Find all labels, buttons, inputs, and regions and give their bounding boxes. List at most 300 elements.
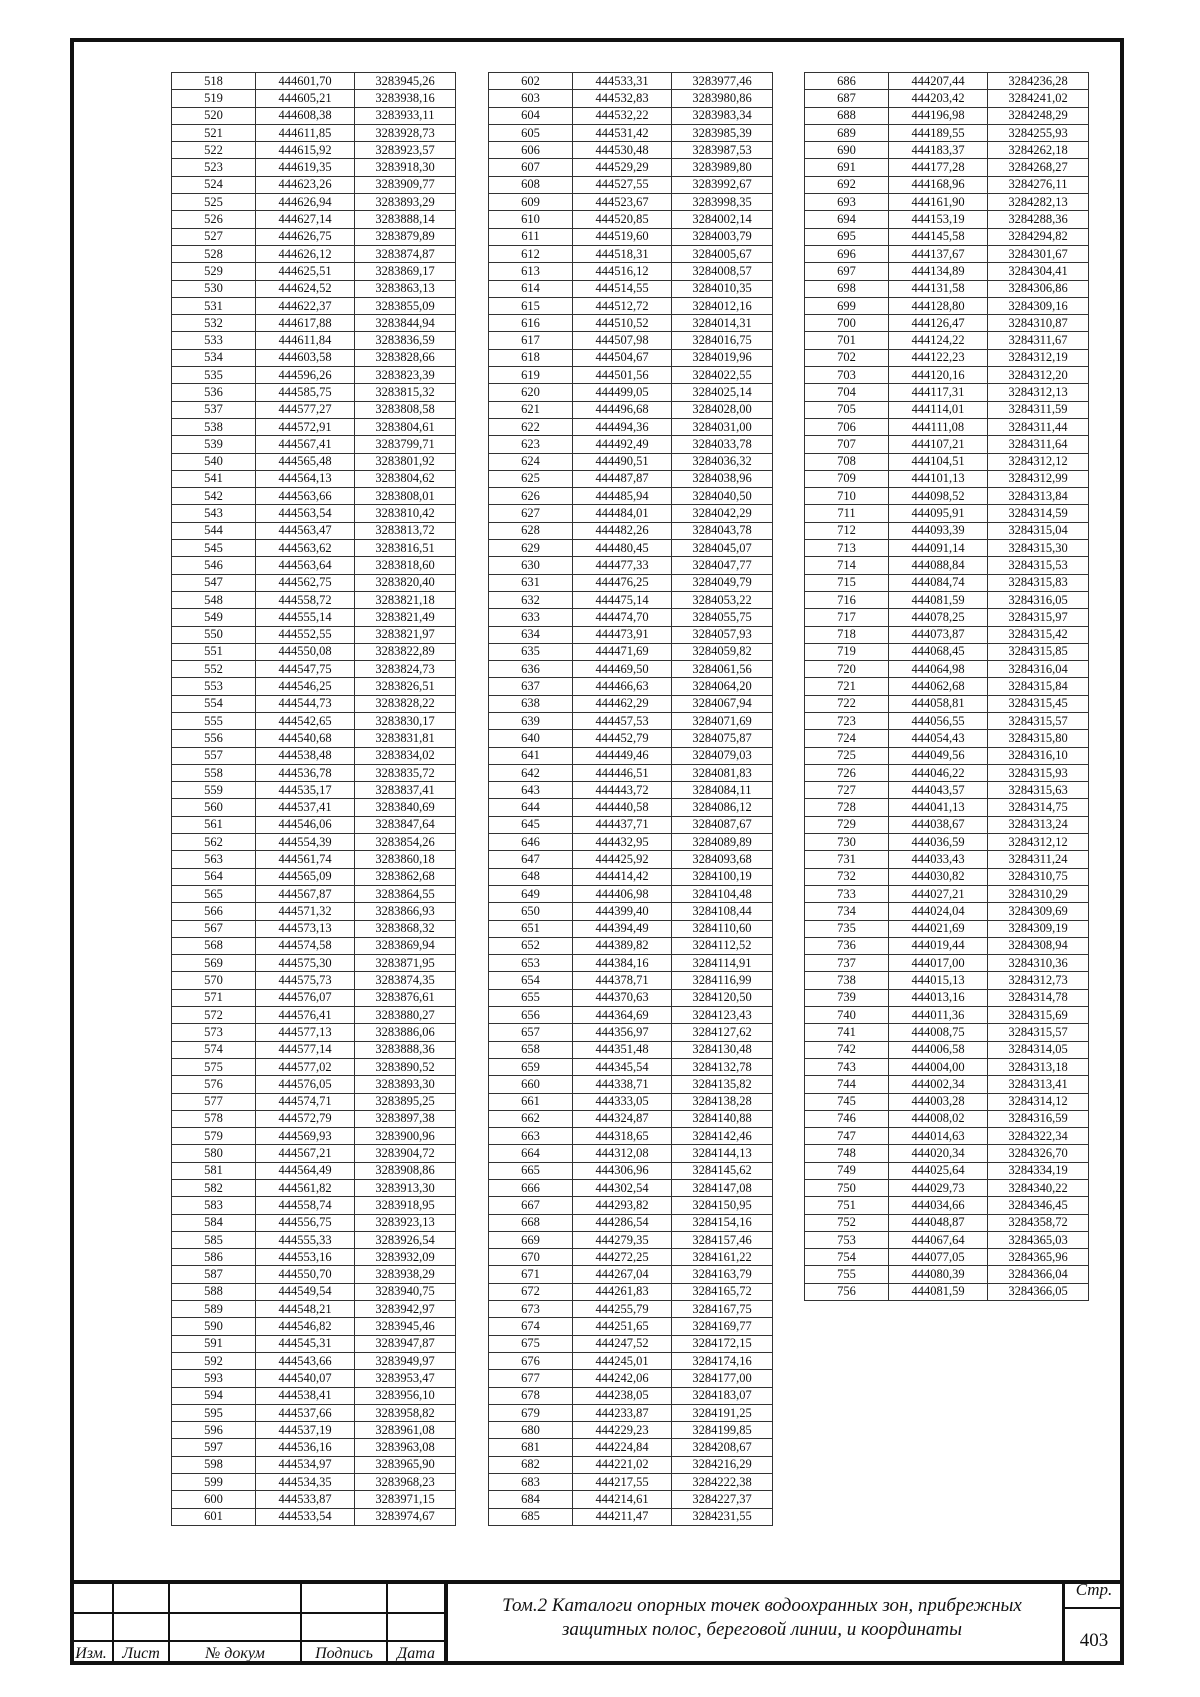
table-row: [805, 764, 1089, 781]
coord-y: 3283868,32: [355, 920, 456, 937]
point-number: 631: [489, 574, 573, 591]
coord-y: 3284147,08: [672, 1180, 773, 1197]
table-row: [172, 297, 456, 314]
coord-y: 3284036,32: [672, 453, 773, 470]
point-number: 709: [805, 470, 889, 487]
table-row: [172, 228, 456, 245]
coord-y: 3283855,09: [355, 297, 456, 314]
point-number: 594: [172, 1387, 256, 1404]
coord-y: 3283963,08: [355, 1439, 456, 1456]
point-number: 668: [489, 1214, 573, 1231]
point-number: 630: [489, 557, 573, 574]
point-number: 592: [172, 1352, 256, 1369]
point-number: 622: [489, 418, 573, 435]
point-number: 724: [805, 730, 889, 747]
point-number: 702: [805, 349, 889, 366]
coord-x: 444608,38: [256, 107, 355, 124]
point-number: 657: [489, 1024, 573, 1041]
point-number: 559: [172, 782, 256, 799]
point-number: 563: [172, 851, 256, 868]
coord-y: 3284089,89: [672, 834, 773, 851]
coord-x: 444577,27: [256, 401, 355, 418]
coord-y: 3284313,18: [988, 1058, 1089, 1075]
point-number: 703: [805, 367, 889, 384]
point-number: 534: [172, 349, 256, 366]
point-number: 748: [805, 1145, 889, 1162]
coord-x: 444124,22: [889, 332, 988, 349]
point-number: 741: [805, 1024, 889, 1041]
table-row: [805, 782, 1089, 799]
coord-y: 3283866,93: [355, 903, 456, 920]
point-number: 528: [172, 245, 256, 262]
coord-y: 3284191,25: [672, 1404, 773, 1421]
table-row: [489, 194, 773, 211]
coord-x: 444251,65: [573, 1318, 672, 1335]
coord-x: 444514,55: [573, 280, 672, 297]
coord-y: 3283900,96: [355, 1128, 456, 1145]
coord-x: 444036,59: [889, 834, 988, 851]
stamp-col-line-5: [444, 1580, 448, 1665]
coord-x: 444062,68: [889, 678, 988, 695]
coord-y: 3284049,79: [672, 574, 773, 591]
coord-x: 444255,79: [573, 1301, 672, 1318]
point-number: 652: [489, 937, 573, 954]
coord-y: 3283808,01: [355, 488, 456, 505]
point-number: 545: [172, 540, 256, 557]
coord-y: 3283926,54: [355, 1231, 456, 1248]
coord-x: 444008,75: [889, 1024, 988, 1041]
coord-y: 3284316,04: [988, 661, 1089, 678]
table-row: [172, 107, 456, 124]
coord-x: 444585,75: [256, 384, 355, 401]
coord-y: 3284315,57: [988, 712, 1089, 729]
table-row: [172, 1180, 456, 1197]
coord-y: 3284294,82: [988, 228, 1089, 245]
stamp-izm-label: Изм.: [75, 1645, 107, 1662]
table-row: [172, 436, 456, 453]
coord-y: 3284227,37: [672, 1491, 773, 1508]
coord-y: 3284140,88: [672, 1110, 773, 1127]
table-row: [805, 851, 1089, 868]
table-row: [805, 1197, 1089, 1214]
coord-y: 3283989,80: [672, 159, 773, 176]
coord-y: 3284067,94: [672, 695, 773, 712]
point-number: 680: [489, 1422, 573, 1439]
coord-y: 3283813,72: [355, 522, 456, 539]
coord-x: 444384,16: [573, 955, 672, 972]
point-number: 564: [172, 868, 256, 885]
coord-x: 444558,74: [256, 1197, 355, 1214]
table-row: [489, 488, 773, 505]
point-number: 710: [805, 488, 889, 505]
coord-y: 3284315,53: [988, 557, 1089, 574]
coord-x: 444563,47: [256, 522, 355, 539]
table-row: [172, 591, 456, 608]
point-number: 699: [805, 297, 889, 314]
coord-x: 444068,45: [889, 643, 988, 660]
coord-x: 444242,06: [573, 1370, 672, 1387]
point-number: 677: [489, 1370, 573, 1387]
table-row: [489, 470, 773, 487]
coord-x: 444482,26: [573, 522, 672, 539]
coord-y: 3283810,42: [355, 505, 456, 522]
table-row: [489, 540, 773, 557]
coord-x: 444048,87: [889, 1214, 988, 1231]
coord-y: 3284135,82: [672, 1076, 773, 1093]
table-row: [805, 1110, 1089, 1127]
point-number: 600: [172, 1491, 256, 1508]
point-number: 715: [805, 574, 889, 591]
coord-y: 3283831,81: [355, 730, 456, 747]
table-row: [489, 1214, 773, 1231]
point-number: 749: [805, 1162, 889, 1179]
table-row: [805, 1007, 1089, 1024]
coord-x: 444577,13: [256, 1024, 355, 1041]
point-number: 712: [805, 522, 889, 539]
point-number: 587: [172, 1266, 256, 1283]
coord-y: 3284276,11: [988, 176, 1089, 193]
table-row: [805, 107, 1089, 124]
coord-y: 3284310,75: [988, 868, 1089, 885]
coord-y: 3284282,13: [988, 194, 1089, 211]
coord-x: 444312,08: [573, 1145, 672, 1162]
point-number: 726: [805, 764, 889, 781]
coord-y: 3284301,67: [988, 245, 1089, 262]
coord-x: 444504,67: [573, 349, 672, 366]
table-row: [489, 142, 773, 159]
coord-x: 444025,64: [889, 1162, 988, 1179]
coord-y: 3283888,14: [355, 211, 456, 228]
coord-y: 3284313,84: [988, 488, 1089, 505]
coord-y: 3283918,30: [355, 159, 456, 176]
point-number: 538: [172, 418, 256, 435]
point-number: 602: [489, 73, 573, 90]
table-row: [172, 245, 456, 262]
table-row: [489, 1283, 773, 1300]
table-row: [489, 280, 773, 297]
table-row: [489, 90, 773, 107]
coord-x: 444611,85: [256, 124, 355, 141]
point-number: 547: [172, 574, 256, 591]
table-row: [489, 176, 773, 193]
point-number: 697: [805, 263, 889, 280]
point-number: 522: [172, 142, 256, 159]
table-row: [172, 678, 456, 695]
point-number: 581: [172, 1162, 256, 1179]
coord-x: 444203,42: [889, 90, 988, 107]
point-number: 754: [805, 1249, 889, 1266]
table-row: [172, 955, 456, 972]
coord-x: 444449,46: [573, 747, 672, 764]
coord-x: 444534,35: [256, 1474, 355, 1491]
table-row: [489, 1145, 773, 1162]
table-row: [172, 782, 456, 799]
coord-y: 3284313,41: [988, 1076, 1089, 1093]
table-row: [172, 1145, 456, 1162]
coord-y: 3283923,13: [355, 1214, 456, 1231]
point-number: 650: [489, 903, 573, 920]
point-number: 524: [172, 176, 256, 193]
coord-y: 3283874,35: [355, 972, 456, 989]
coord-x: 444081,59: [889, 1283, 988, 1300]
point-number: 626: [489, 488, 573, 505]
coord-y: 3284142,46: [672, 1128, 773, 1145]
table-row: [172, 816, 456, 833]
coord-y: 3284053,22: [672, 591, 773, 608]
point-number: 633: [489, 609, 573, 626]
coord-x: 444002,34: [889, 1076, 988, 1093]
coord-y: 3284038,96: [672, 470, 773, 487]
point-number: 670: [489, 1249, 573, 1266]
table-row: [805, 816, 1089, 833]
coord-y: 3283836,59: [355, 332, 456, 349]
table-row: [172, 540, 456, 557]
point-number: 695: [805, 228, 889, 245]
point-number: 617: [489, 332, 573, 349]
table-row: [489, 730, 773, 747]
table-row: [489, 1370, 773, 1387]
coord-x: 444014,63: [889, 1128, 988, 1145]
table-row: [805, 124, 1089, 141]
point-number: 552: [172, 661, 256, 678]
coord-x: 444101,13: [889, 470, 988, 487]
table-row: [489, 522, 773, 539]
point-number: 738: [805, 972, 889, 989]
table-row: [172, 159, 456, 176]
point-number: 620: [489, 384, 573, 401]
coord-y: 3284311,24: [988, 851, 1089, 868]
coord-x: 444550,08: [256, 643, 355, 660]
point-number: 642: [489, 764, 573, 781]
coord-x: 444520,85: [573, 211, 672, 228]
coord-x: 444603,58: [256, 349, 355, 366]
coord-y: 3284022,55: [672, 367, 773, 384]
coord-y: 3284042,29: [672, 505, 773, 522]
coord-y: 3284100,19: [672, 868, 773, 885]
point-number: 701: [805, 332, 889, 349]
coord-y: 3284008,57: [672, 263, 773, 280]
coord-x: 444473,91: [573, 626, 672, 643]
point-number: 562: [172, 834, 256, 851]
coord-y: 3284075,87: [672, 730, 773, 747]
coord-y: 3284310,29: [988, 885, 1089, 902]
coord-x: 444098,52: [889, 488, 988, 505]
table-row: [805, 315, 1089, 332]
point-number: 686: [805, 73, 889, 90]
coord-y: 3283818,60: [355, 557, 456, 574]
point-number: 640: [489, 730, 573, 747]
table-row: [172, 1266, 456, 1283]
table-row: [805, 557, 1089, 574]
table-row: [172, 1456, 456, 1473]
coord-x: 444576,07: [256, 989, 355, 1006]
table-row: [805, 989, 1089, 1006]
point-number: 607: [489, 159, 573, 176]
coord-y: 3284079,03: [672, 747, 773, 764]
table-row: [805, 626, 1089, 643]
coord-y: 3284315,83: [988, 574, 1089, 591]
coord-x: 444233,87: [573, 1404, 672, 1421]
table-row: [489, 955, 773, 972]
stamp-doc-label: № докум: [205, 1645, 265, 1662]
coord-y: 3283874,87: [355, 245, 456, 262]
coord-y: 3283876,61: [355, 989, 456, 1006]
table-row: [805, 868, 1089, 885]
coord-x: 444529,29: [573, 159, 672, 176]
table-row: [805, 436, 1089, 453]
coord-x: 444561,74: [256, 851, 355, 868]
point-number: 544: [172, 522, 256, 539]
coord-y: 3284315,30: [988, 540, 1089, 557]
table-row: [805, 297, 1089, 314]
table-row: [172, 1474, 456, 1491]
coord-y: 3283893,30: [355, 1076, 456, 1093]
table-row: [172, 885, 456, 902]
table-row: [172, 937, 456, 954]
coord-y: 3283893,29: [355, 194, 456, 211]
coord-x: 444356,97: [573, 1024, 672, 1041]
coord-x: 444122,23: [889, 349, 988, 366]
table-row: [489, 107, 773, 124]
coord-x: 444077,05: [889, 1249, 988, 1266]
coord-x: 444548,21: [256, 1301, 355, 1318]
point-number: 660: [489, 1076, 573, 1093]
coord-y: 3284002,14: [672, 211, 773, 228]
point-number: 609: [489, 194, 573, 211]
coord-y: 3284031,00: [672, 418, 773, 435]
coord-x: 444543,66: [256, 1352, 355, 1369]
point-number: 554: [172, 695, 256, 712]
coord-x: 444004,00: [889, 1058, 988, 1075]
coord-x: 444267,04: [573, 1266, 672, 1283]
table-row: [805, 349, 1089, 366]
point-number: 625: [489, 470, 573, 487]
table-row: [805, 194, 1089, 211]
coord-x: 444364,69: [573, 1007, 672, 1024]
point-number: 606: [489, 142, 573, 159]
coord-x: 444619,35: [256, 159, 355, 176]
point-number: 700: [805, 315, 889, 332]
table-row: [172, 1231, 456, 1248]
coord-y: 3283821,49: [355, 609, 456, 626]
table-row: [172, 418, 456, 435]
table-row: [805, 937, 1089, 954]
table-row: [172, 488, 456, 505]
table-row: [805, 747, 1089, 764]
table-row: [489, 834, 773, 851]
coord-x: 444145,58: [889, 228, 988, 245]
table-row: [489, 1058, 773, 1075]
table-row: [805, 955, 1089, 972]
point-number: 624: [489, 453, 573, 470]
coord-x: 444625,51: [256, 263, 355, 280]
point-number: 734: [805, 903, 889, 920]
table-row: [805, 591, 1089, 608]
table-row: [172, 1076, 456, 1093]
coord-x: 444054,43: [889, 730, 988, 747]
coord-y: 3284268,27: [988, 159, 1089, 176]
coord-y: 3283854,26: [355, 834, 456, 851]
coord-x: 444475,14: [573, 591, 672, 608]
coord-x: 444499,05: [573, 384, 672, 401]
coord-y: 3283863,13: [355, 280, 456, 297]
coord-y: 3284315,63: [988, 782, 1089, 799]
table-row: [172, 799, 456, 816]
table-row: [489, 1110, 773, 1127]
table-row: [805, 1024, 1089, 1041]
coord-x: 444510,52: [573, 315, 672, 332]
point-number: 663: [489, 1128, 573, 1145]
coord-x: 444474,70: [573, 609, 672, 626]
table-row: [489, 851, 773, 868]
coord-y: 3283965,90: [355, 1456, 456, 1473]
coord-y: 3283980,86: [672, 90, 773, 107]
coord-y: 3283890,52: [355, 1058, 456, 1075]
point-number: 730: [805, 834, 889, 851]
coord-x: 444207,44: [889, 73, 988, 90]
coord-y: 3283956,10: [355, 1387, 456, 1404]
table-row: [172, 384, 456, 401]
point-number: 580: [172, 1145, 256, 1162]
coord-y: 3284316,10: [988, 747, 1089, 764]
table-row: [489, 401, 773, 418]
table-row: [172, 263, 456, 280]
coord-x: 444011,36: [889, 1007, 988, 1024]
coord-x: 444088,84: [889, 557, 988, 574]
coord-x: 444536,78: [256, 764, 355, 781]
table-row: [172, 609, 456, 626]
coord-x: 444017,00: [889, 955, 988, 972]
table-row: [172, 1249, 456, 1266]
point-number: 570: [172, 972, 256, 989]
coord-x: 444333,05: [573, 1093, 672, 1110]
coord-x: 444469,50: [573, 661, 672, 678]
point-number: 530: [172, 280, 256, 297]
table-row: [805, 418, 1089, 435]
point-number: 654: [489, 972, 573, 989]
point-number: 728: [805, 799, 889, 816]
table-row: [489, 989, 773, 1006]
coord-y: 3283820,40: [355, 574, 456, 591]
point-number: 693: [805, 194, 889, 211]
table-row: [805, 332, 1089, 349]
point-number: 616: [489, 315, 573, 332]
point-number: 558: [172, 764, 256, 781]
coord-y: 3284138,28: [672, 1093, 773, 1110]
coord-y: 3283918,95: [355, 1197, 456, 1214]
point-number: 725: [805, 747, 889, 764]
coord-x: 444558,72: [256, 591, 355, 608]
point-number: 560: [172, 799, 256, 816]
coord-x: 444049,56: [889, 747, 988, 764]
point-number: 691: [805, 159, 889, 176]
coord-x: 444224,84: [573, 1439, 672, 1456]
table-row: [172, 764, 456, 781]
point-number: 745: [805, 1093, 889, 1110]
coord-y: 3284310,36: [988, 955, 1089, 972]
coord-y: 3283949,97: [355, 1352, 456, 1369]
coord-y: 3284123,43: [672, 1007, 773, 1024]
table-row: [489, 332, 773, 349]
coord-x: 444484,01: [573, 505, 672, 522]
table-row: [805, 972, 1089, 989]
point-number: 610: [489, 211, 573, 228]
coord-x: 444564,49: [256, 1162, 355, 1179]
coord-y: 3284086,12: [672, 799, 773, 816]
point-number: 590: [172, 1318, 256, 1335]
point-number: 731: [805, 851, 889, 868]
table-row: [172, 661, 456, 678]
